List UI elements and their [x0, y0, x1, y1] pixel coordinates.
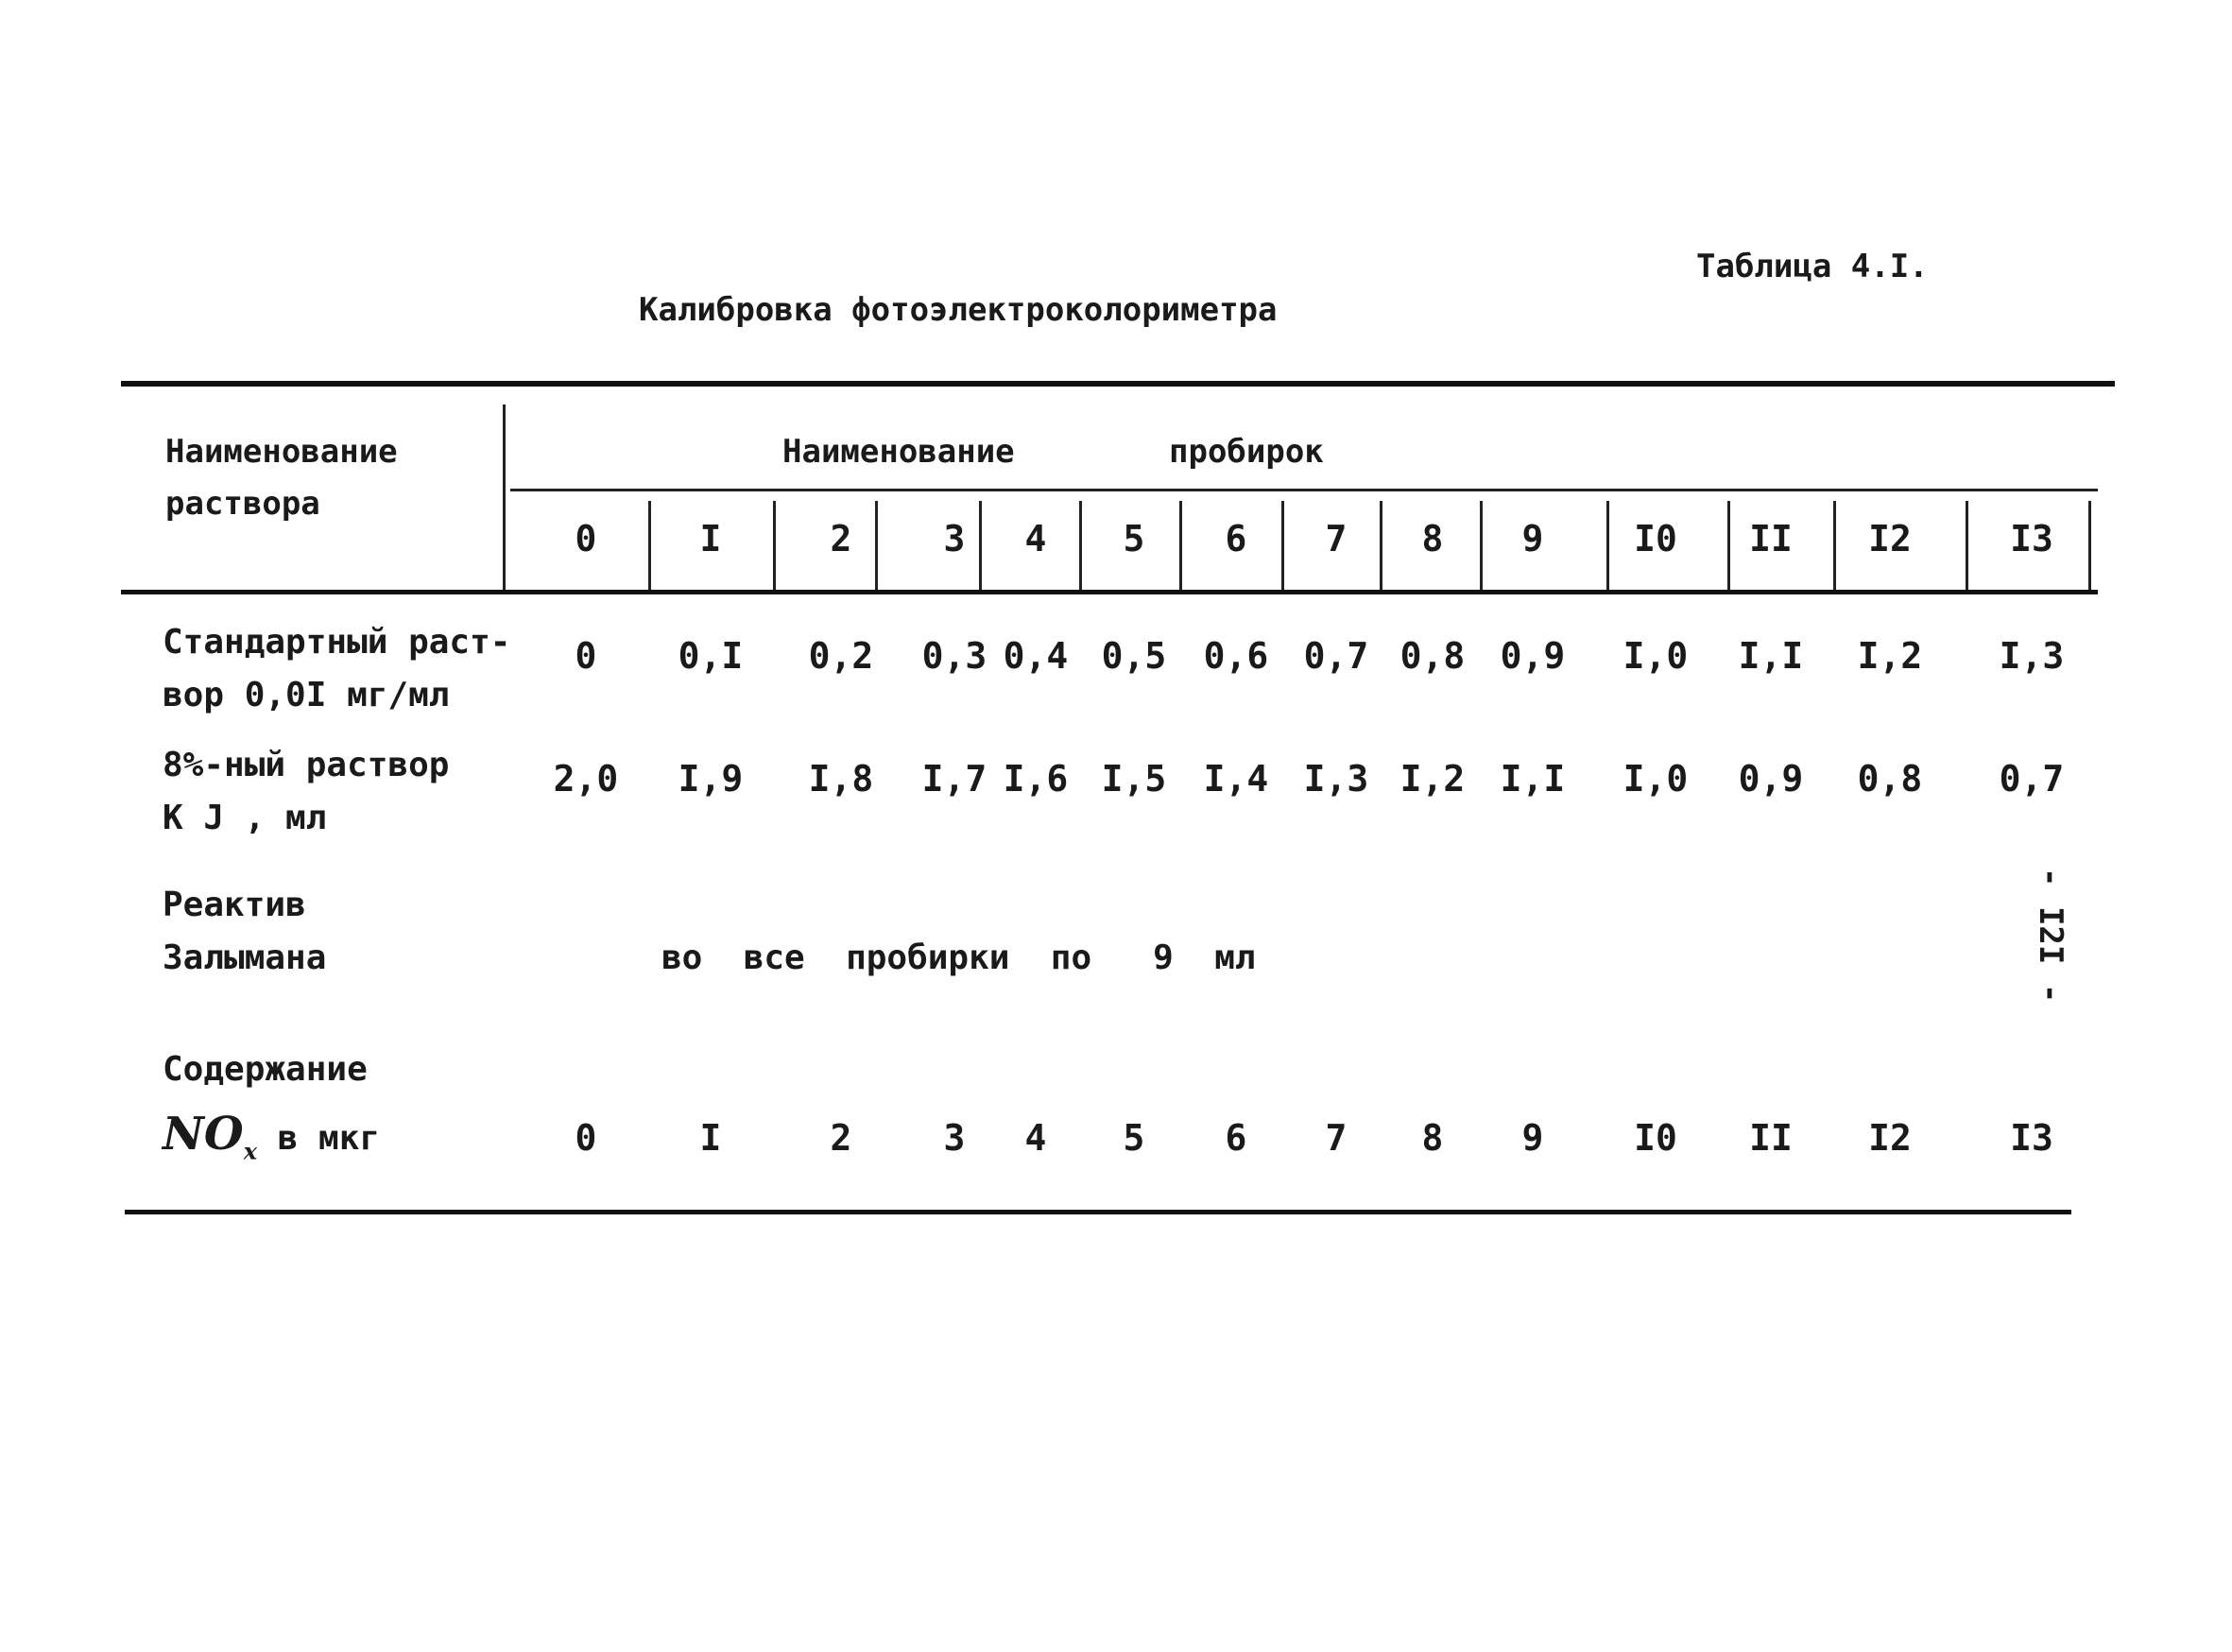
nox-value-4: 4 [1024, 1117, 1047, 1159]
reagent-note: во все пробирки по 9 мл [661, 938, 1256, 977]
tube-divider-6 [1281, 501, 1284, 590]
nox-value-1: I [699, 1117, 722, 1159]
row-label-ki-1: 8%-ный раствор [163, 746, 450, 784]
tube-number-10: I0 [1634, 518, 1677, 559]
row-label-standard-1: Стандартный раст- [163, 623, 511, 662]
tube-divider-8 [1480, 501, 1483, 590]
standard-value-4: 0,4 [1003, 635, 1069, 677]
group-header-rule [510, 489, 2098, 491]
ki-value-6: I,4 [1203, 758, 1269, 800]
nox-value-13: I3 [2010, 1117, 2053, 1159]
tube-number-13: I3 [2010, 518, 2053, 559]
nox-formula: $NO_x$ [163, 1108, 257, 1165]
row-label-content-2: $NO_x$ в мкг [163, 1108, 381, 1165]
ki-value-12: 0,8 [1857, 758, 1923, 800]
tube-divider-10 [1727, 501, 1730, 590]
tube-number-9: 9 [1521, 518, 1544, 559]
standard-value-2: 0,2 [808, 635, 874, 677]
tube-number-0: 0 [575, 518, 597, 559]
standard-value-1: 0,I [678, 635, 744, 677]
nox-value-9: 9 [1521, 1117, 1544, 1159]
nox-value-2: 2 [830, 1117, 852, 1159]
table-caption: Калибровка фотоэлектроколориметра [639, 291, 1278, 329]
tube-divider-5 [1179, 501, 1182, 590]
ki-value-10: I,0 [1622, 758, 1689, 800]
ki-value-3: I,7 [921, 758, 987, 800]
tube-number-4: 4 [1024, 518, 1047, 559]
bottom-rule [125, 1210, 2071, 1214]
tube-number-7: 7 [1325, 518, 1348, 559]
nox-value-7: 7 [1325, 1117, 1348, 1159]
tube-divider-4 [1079, 501, 1082, 590]
nox-value-11: II [1749, 1117, 1793, 1159]
standard-value-6: 0,6 [1203, 635, 1269, 677]
ki-value-11: 0,9 [1738, 758, 1804, 800]
standard-value-5: 0,5 [1101, 635, 1167, 677]
nox-value-6: 6 [1225, 1117, 1247, 1159]
nox-value-10: I0 [1634, 1117, 1677, 1159]
ki-value-9: I,I [1500, 758, 1566, 800]
nox-value-12: I2 [1868, 1117, 1912, 1159]
tube-number-2: 2 [830, 518, 852, 559]
standard-value-9: 0,9 [1500, 635, 1566, 677]
tube-divider-1 [773, 501, 776, 590]
tube-divider-12 [1966, 501, 1968, 590]
ki-value-1: I,9 [678, 758, 744, 800]
nox-value-0: 0 [575, 1117, 597, 1159]
tube-divider-9 [1606, 501, 1609, 590]
ki-value-2: I,8 [808, 758, 874, 800]
tube-divider-13 [2088, 501, 2091, 590]
row-label-reagent-1: Реактив [163, 886, 306, 924]
tube-number-12: I2 [1868, 518, 1912, 559]
tube-number-5: 5 [1123, 518, 1145, 559]
tube-divider-3 [979, 501, 982, 590]
standard-value-12: I,2 [1857, 635, 1923, 677]
standard-value-10: I,0 [1622, 635, 1689, 677]
tube-number-8: 8 [1421, 518, 1444, 559]
nox-value-8: 8 [1421, 1117, 1444, 1159]
tube-number-6: 6 [1225, 518, 1247, 559]
standard-value-8: 0,8 [1399, 635, 1466, 677]
ki-value-0: 2,0 [553, 758, 619, 800]
row-label-ki-2: К J , мл [163, 799, 327, 837]
ki-value-7: I,3 [1303, 758, 1369, 800]
tube-divider-0 [648, 501, 651, 590]
row-label-standard-2: вор 0,0I мг/мл [163, 676, 450, 714]
first-col-divider [503, 404, 506, 590]
header-solution-name-2: раствора [165, 485, 320, 523]
ki-value-4: I,6 [1003, 758, 1069, 800]
standard-value-11: I,I [1738, 635, 1804, 677]
header-bottom-rule [121, 590, 2098, 594]
tube-number-3: 3 [943, 518, 966, 559]
header-solution-name-1: Наименование [165, 433, 398, 471]
row-label-reagent-2: Залымана [163, 938, 327, 977]
standard-value-7: 0,7 [1303, 635, 1369, 677]
standard-value-13: I,3 [1999, 635, 2065, 677]
top-rule [121, 381, 2115, 387]
nox-value-5: 5 [1123, 1117, 1145, 1159]
tube-number-1: I [699, 518, 722, 559]
nox-value-3: 3 [943, 1117, 966, 1159]
row-label-content-1: Содержание [163, 1050, 368, 1089]
header-tubes-word1: Наименование [782, 433, 1015, 471]
page-number: - I2I - [2032, 868, 2069, 1004]
header-tubes-word2: пробирок [1169, 433, 1324, 471]
tube-divider-11 [1833, 501, 1836, 590]
ki-value-5: I,5 [1101, 758, 1167, 800]
table-number: Таблица 4.I. [1696, 248, 1929, 285]
tube-divider-2 [875, 501, 878, 590]
ki-value-8: I,2 [1399, 758, 1466, 800]
standard-value-3: 0,3 [921, 635, 987, 677]
tube-number-11: II [1749, 518, 1793, 559]
ki-value-13: 0,7 [1999, 758, 2065, 800]
tube-divider-7 [1380, 501, 1382, 590]
standard-value-0: 0 [575, 635, 597, 677]
